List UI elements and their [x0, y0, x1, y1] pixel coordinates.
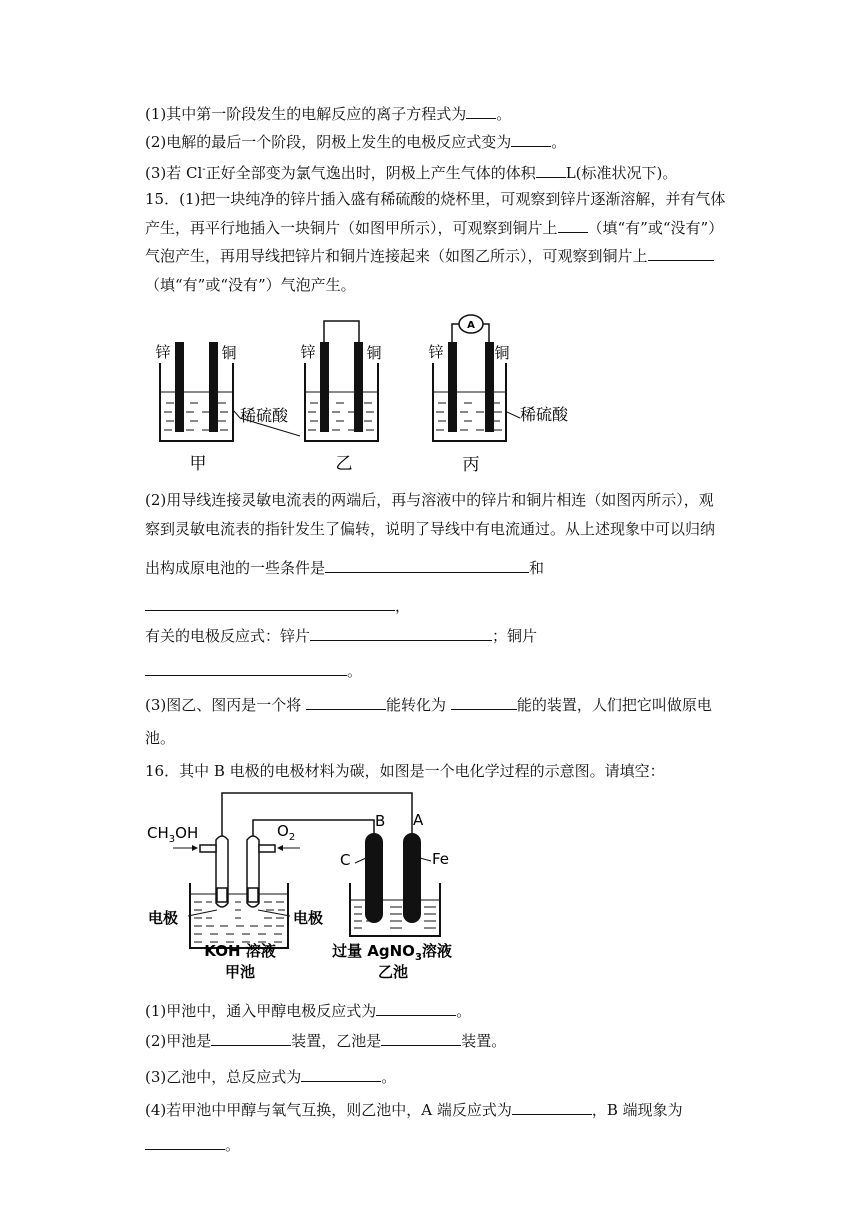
- q15-part3-text3: 能的装置，人们把它叫做原电: [516, 696, 712, 714]
- copper-plate: [209, 342, 218, 432]
- caption-bing: 丙: [462, 455, 480, 475]
- answer-blank[interactable]: [301, 1066, 381, 1082]
- q16-intro: 16．其中 B 电极的电极材料为碳，如图是一个电化学过程的示意图。请填空：: [145, 762, 665, 780]
- answer-blank[interactable]: [381, 1030, 461, 1046]
- q16-part4-cont: [145, 1134, 240, 1155]
- answer-blank[interactable]: [536, 162, 566, 178]
- answer-blank[interactable]: [451, 694, 517, 710]
- answer-blank[interactable]: [325, 557, 529, 573]
- q15-part2-line6: [145, 660, 362, 681]
- beaker-jia: [155, 342, 236, 474]
- q16-part1: [145, 1000, 471, 1021]
- q16-part2: [145, 1030, 506, 1051]
- q15-part2-line2: 察到灵敏电流表的指针发生了偏转，说明了导线中有电流通过。从上述现象中可以归纳: [145, 520, 716, 538]
- caption-yi: 乙: [335, 454, 353, 474]
- q16-part1-end: 。: [456, 1002, 472, 1020]
- q16-part2-text2: 装置，乙池是: [291, 1032, 382, 1050]
- q15-part2-line3: [145, 557, 544, 578]
- ammeter-label: A: [467, 320, 475, 331]
- electrode-a-iron: [403, 833, 421, 923]
- q16-part2-text: (2)甲池是: [145, 1032, 212, 1050]
- superscript-minus: -: [202, 164, 206, 175]
- q15-part3-text: (3)图乙、图丙是一个将: [145, 696, 302, 714]
- q15-line2: [145, 217, 723, 238]
- zinc-plate: [448, 342, 457, 432]
- q15-part2-line5-text: 有关的电极反应式：锌片: [145, 627, 311, 645]
- q16-part4-end: 。: [225, 1136, 241, 1154]
- figure-zinc-copper-cells: [140, 308, 600, 478]
- q14-part3-text2: 正好全部变为氯气逸出时，阴极上产生气体的体积: [205, 164, 536, 182]
- label-oxygen: $O_2$: [277, 822, 296, 843]
- q15-line2-end: （填“有”或“没有”）: [587, 219, 724, 237]
- label-electrode-left: 电极: [148, 909, 179, 927]
- beaker-jia: [190, 883, 288, 948]
- label-zinc: 锌: [428, 343, 444, 361]
- label-a: A: [413, 811, 424, 829]
- q15-line3-text: 气泡产生，再用导线把锌片和铜片连接起来（如图乙所示），可观察到铜片上: [145, 247, 648, 265]
- label-acid-left: 稀硫酸: [240, 406, 289, 425]
- q16-part3: [145, 1066, 396, 1087]
- answer-blank[interactable]: [511, 131, 551, 147]
- label-zinc: 锌: [155, 343, 171, 361]
- q15-part2-line3-end: 和: [529, 559, 545, 577]
- answer-blank[interactable]: [310, 625, 492, 641]
- answer-blank[interactable]: [145, 595, 395, 611]
- q14-part3-end: L(标准状况下)。: [565, 164, 678, 182]
- answer-blank[interactable]: [512, 1099, 592, 1115]
- q15-part3-line2: 池。: [145, 729, 176, 747]
- q15-line2-text: 产生，再平行地插入一块铜片（如图甲所示），可观察到铜片上: [145, 219, 558, 237]
- label-methanol: $CH_3OH$: [147, 824, 199, 845]
- q15-part2-line6-end: 。: [347, 662, 363, 680]
- q15-part2-line5: [145, 625, 537, 646]
- q16-part4-text: (4)若甲池中甲醇与氧气互换，则乙池中，A 端反应式为: [145, 1101, 512, 1119]
- zinc-plate: [320, 342, 329, 432]
- q15-part2-line4-end: ，: [395, 597, 411, 615]
- label-c: C: [340, 851, 351, 869]
- label-zinc: 锌: [300, 343, 316, 361]
- q14-part1-text: (1)其中第一阶段发生的电解反应的离子方程式为: [145, 105, 467, 123]
- q14-part1-end: 。: [496, 105, 512, 123]
- q16-part1-text: (1)甲池中，通入甲醇电极反应式为: [145, 1002, 377, 1020]
- q16-part4: [145, 1099, 683, 1120]
- q16-part3-text: (3)乙池中，总反应式为: [145, 1068, 302, 1086]
- figure-electrochemical-cells: [140, 788, 470, 988]
- electrode-right: [248, 888, 258, 902]
- label-electrode-right: 电极: [293, 909, 324, 927]
- label-copper: 铜: [494, 344, 510, 362]
- q16-part4-text2: ，B 端现象为: [591, 1101, 683, 1119]
- label-koh-solution: KOH 溶液: [204, 942, 276, 960]
- answer-blank[interactable]: [466, 103, 496, 119]
- answer-blank[interactable]: [145, 1134, 225, 1150]
- answer-blank[interactable]: [211, 1030, 291, 1046]
- q14-part3-text: (3)若 Cl: [145, 164, 203, 182]
- answer-blank[interactable]: [306, 694, 386, 710]
- q16-part3-end: 。: [381, 1068, 397, 1086]
- answer-blank[interactable]: [648, 245, 714, 261]
- connecting-wire: [324, 321, 359, 342]
- q15-part3-text2: 能转化为: [386, 696, 447, 714]
- electrode-b-carbon: [365, 833, 383, 923]
- answer-blank[interactable]: [145, 660, 347, 676]
- q15-line4: （填“有”或“没有”）气泡产生。: [145, 276, 356, 294]
- q14-part3: [145, 160, 677, 183]
- copper-plate: [485, 342, 494, 432]
- label-copper: 铜: [366, 344, 382, 362]
- q14-part1: [145, 103, 511, 124]
- q15-part2-line4: [145, 595, 410, 616]
- q16-part2-end: 装置。: [461, 1032, 507, 1050]
- wire-to-b: [253, 820, 374, 836]
- copper-plate: [354, 342, 363, 432]
- label-copper: 铜: [221, 344, 237, 362]
- q15-part3-line1: [145, 694, 712, 715]
- q15-line1: 15．(1)把一块纯净的锌片插入盛有稀硫酸的烧杯里，可观察到锌片逐渐溶解，并有气体: [145, 190, 726, 208]
- label-agno3-solution: 过量 AgNO$_3$溶液: [332, 942, 452, 963]
- electrode-left: [217, 888, 227, 902]
- label-fe: Fe: [432, 850, 450, 868]
- label-cell-jia: 甲池: [224, 963, 256, 981]
- label-b: B: [375, 812, 386, 830]
- answer-blank[interactable]: [558, 217, 588, 233]
- label-cell-yi: 乙池: [377, 963, 409, 981]
- q14-part2-end: 。: [551, 133, 567, 151]
- q15-part2-line1: (2)用导线连接灵敏电流表的两端后，再与溶液中的锌片和铜片相连（如图丙所示），观: [145, 491, 714, 509]
- label-acid-right: 稀硫酸: [520, 405, 569, 424]
- q14-part2: [145, 131, 566, 152]
- beaker-bing: [428, 315, 509, 475]
- q15-part2-line3-text: 出构成原电池的一些条件是: [145, 559, 326, 577]
- beaker-yi: [300, 321, 381, 474]
- answer-blank[interactable]: [376, 1000, 456, 1016]
- q15-line3: [145, 245, 714, 266]
- zinc-plate: [175, 342, 184, 432]
- q14-part2-text: (2)电解的最后一个阶段，阴极上发生的电极反应式变为: [145, 133, 512, 151]
- q15-part2-line5-mid: ；铜片: [492, 627, 538, 645]
- caption-jia: 甲: [189, 454, 207, 474]
